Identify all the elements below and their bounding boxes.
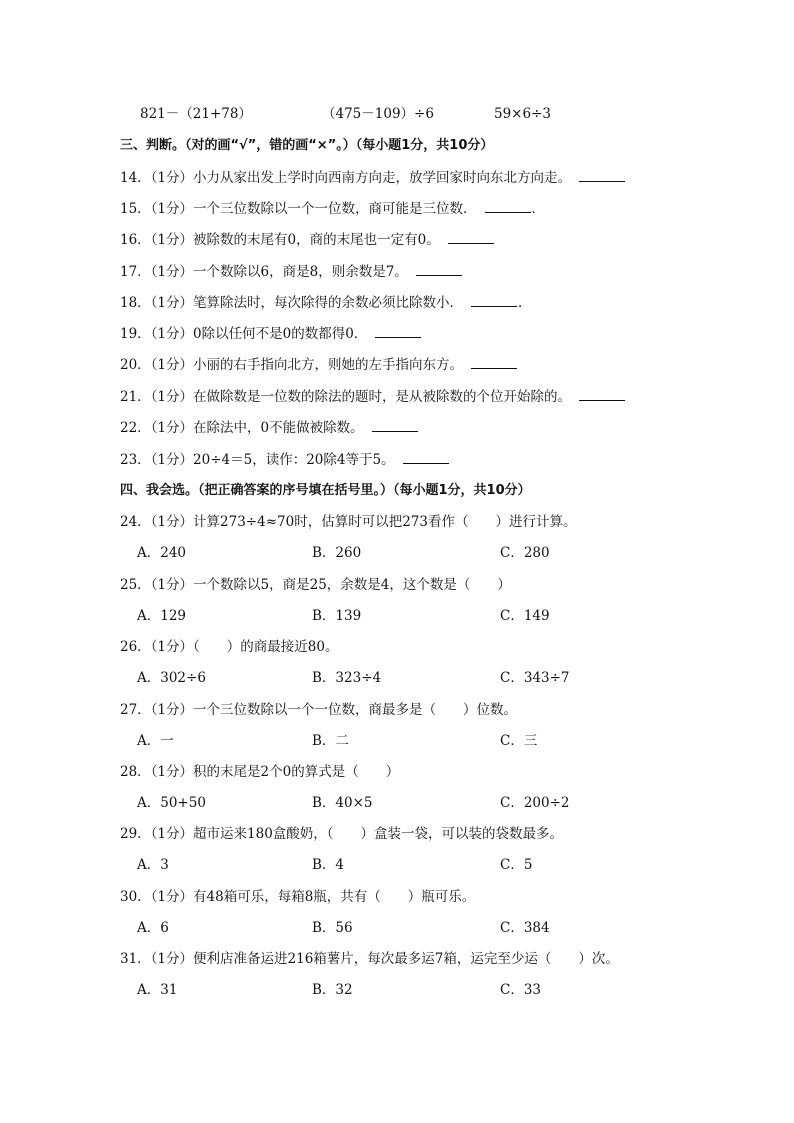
answer-blank[interactable] bbox=[485, 200, 531, 213]
option-c[interactable]: C．200÷2 bbox=[500, 795, 570, 811]
question-text: 笔算除法时，每次除得的余数必须比除数小． bbox=[193, 295, 464, 311]
question-score: （1分） bbox=[150, 514, 194, 530]
option-b[interactable]: B．32 bbox=[312, 982, 353, 998]
answer-blank[interactable] bbox=[448, 231, 494, 244]
option-a[interactable]: A．31 bbox=[137, 982, 178, 998]
question-score: （1分） bbox=[150, 764, 194, 780]
option-c[interactable]: C．384 bbox=[500, 920, 550, 936]
question-text: 小力从家出发上学时向西南方向走，放学回家时向东北方向走。 bbox=[193, 170, 572, 186]
question-21 bbox=[120, 387, 625, 407]
question-number: 30． bbox=[120, 889, 151, 905]
section-4-title: 四、我会选。（把正确答案的序号填在括号里。）（每小题1分，共10分） bbox=[120, 483, 531, 498]
question-text: 一个三位数除以一个一位数，商最多是（ ）位数。 bbox=[193, 702, 518, 718]
question-score: （1分） bbox=[150, 232, 194, 248]
question-number: 15． bbox=[120, 201, 151, 217]
question-15 bbox=[120, 199, 545, 219]
question-score: （1分） bbox=[150, 295, 194, 311]
question-number: 24． bbox=[120, 514, 151, 530]
question-30 bbox=[120, 887, 475, 907]
option-b[interactable]: B．260 bbox=[312, 545, 362, 561]
question-number: 22． bbox=[120, 420, 151, 436]
question-18 bbox=[120, 293, 532, 313]
question-number: 21． bbox=[120, 389, 151, 405]
question-score: （1分） bbox=[150, 201, 194, 217]
option-b[interactable]: B．二 bbox=[312, 733, 349, 749]
question-number: 17． bbox=[120, 264, 151, 280]
question-text: 0除以任何不是0的数都得0． bbox=[193, 326, 368, 342]
question-17 bbox=[120, 262, 462, 282]
question-text: 有48箱可乐，每箱8瓶，共有（ ）瓶可乐。 bbox=[193, 889, 476, 905]
question-text: 便利店准备运进216箱薯片，每次最多运7箱，运完至少运（ ）次。 bbox=[193, 951, 619, 967]
option-a[interactable]: A．129 bbox=[137, 608, 187, 624]
calculation-1: 821－（21+78） bbox=[140, 106, 252, 122]
answer-blank[interactable] bbox=[416, 263, 462, 276]
question-number: 14． bbox=[120, 170, 151, 186]
question-score: （1分） bbox=[150, 889, 194, 905]
question-number: 16． bbox=[120, 232, 151, 248]
question-14 bbox=[120, 168, 625, 188]
question-text: 一个数除以6，商是8，则余数是7。 bbox=[193, 264, 408, 280]
question-22 bbox=[120, 418, 418, 438]
option-c[interactable]: C．33 bbox=[500, 982, 542, 998]
question-text: 积的末尾是2个0的算式是（ ） bbox=[193, 764, 400, 780]
question-text: 在做除数是一位数的除法的题时，是从被除数的个位开始除的。 bbox=[193, 389, 572, 405]
question-score: （1分） bbox=[150, 639, 194, 655]
question-end-mark: ． bbox=[518, 295, 532, 311]
question-23 bbox=[120, 450, 449, 470]
question-19 bbox=[120, 324, 421, 344]
option-a[interactable]: A．6 bbox=[137, 920, 169, 936]
calculation-2: （475－109）÷6 bbox=[322, 106, 434, 122]
question-24 bbox=[120, 512, 576, 532]
question-31 bbox=[120, 949, 619, 969]
question-number: 20． bbox=[120, 357, 151, 373]
question-27 bbox=[120, 700, 517, 720]
question-score: （1分） bbox=[150, 702, 194, 718]
question-number: 18． bbox=[120, 295, 151, 311]
question-score: （1分） bbox=[150, 826, 194, 842]
question-number: 25． bbox=[120, 577, 151, 593]
option-a[interactable]: A．一 bbox=[137, 733, 174, 749]
option-b[interactable]: B．139 bbox=[312, 608, 362, 624]
question-end-mark: ． bbox=[531, 201, 546, 217]
question-text: 一个数除以5，商是25，余数是4，这个数是（ ） bbox=[193, 577, 511, 593]
question-text: 计算273÷4≈70时，估算时可以把273看作（ ）进行计算。 bbox=[193, 514, 577, 530]
option-c[interactable]: C．149 bbox=[500, 608, 550, 624]
question-score: （1分） bbox=[150, 170, 194, 186]
answer-blank[interactable] bbox=[579, 388, 625, 401]
question-score: （1分） bbox=[150, 452, 194, 468]
question-text: 被除数的末尾有0，商的末尾也一定有0。 bbox=[193, 232, 440, 248]
question-number: 29． bbox=[120, 826, 151, 842]
answer-blank[interactable] bbox=[403, 451, 449, 464]
question-score: （1分） bbox=[150, 264, 194, 280]
question-text: （ ）的商最接近80。 bbox=[193, 639, 339, 655]
question-number: 28． bbox=[120, 764, 151, 780]
question-score: （1分） bbox=[150, 326, 194, 342]
question-20 bbox=[120, 355, 517, 375]
option-a[interactable]: A．50+50 bbox=[137, 795, 206, 811]
option-c[interactable]: C．三 bbox=[500, 733, 538, 749]
question-number: 27． bbox=[120, 702, 151, 718]
question-text: 在除法中，0不能做被除数。 bbox=[193, 420, 364, 436]
question-text: 小丽的右手指向北方，则她的左手指向东方。 bbox=[193, 357, 464, 373]
question-score: （1分） bbox=[150, 951, 194, 967]
question-number: 19． bbox=[120, 326, 151, 342]
question-25 bbox=[120, 575, 511, 595]
answer-blank[interactable] bbox=[372, 419, 418, 432]
option-b[interactable]: B．40×5 bbox=[312, 795, 373, 811]
question-score: （1分） bbox=[150, 357, 194, 373]
question-text: 一个三位数除以一个一位数，商可能是三位数． bbox=[193, 201, 477, 217]
question-score: （1分） bbox=[150, 420, 194, 436]
answer-blank[interactable] bbox=[375, 325, 421, 338]
question-number: 31． bbox=[120, 951, 151, 967]
option-a[interactable]: A．3 bbox=[137, 857, 169, 873]
question-number: 26． bbox=[120, 639, 151, 655]
answer-blank[interactable] bbox=[471, 294, 517, 307]
answer-blank[interactable] bbox=[579, 169, 625, 182]
option-c[interactable]: C．343÷7 bbox=[500, 670, 570, 686]
question-29 bbox=[120, 824, 563, 844]
calculation-3: 59×6÷3 bbox=[494, 106, 551, 122]
option-a[interactable]: A．240 bbox=[137, 545, 187, 561]
question-text: 20÷4＝5，读作：20除4等于5。 bbox=[193, 452, 395, 468]
question-26 bbox=[120, 637, 338, 657]
option-b[interactable]: B．56 bbox=[312, 920, 353, 936]
question-number: 23． bbox=[120, 452, 151, 468]
option-c[interactable]: C．5 bbox=[500, 857, 533, 873]
question-16 bbox=[120, 230, 494, 250]
question-score: （1分） bbox=[150, 577, 194, 593]
answer-blank[interactable] bbox=[471, 356, 517, 369]
question-28 bbox=[120, 762, 399, 782]
option-b[interactable]: B．323÷4 bbox=[312, 670, 382, 686]
question-text: 超市运来180盒酸奶，（ ）盒装一袋，可以装的袋数最多。 bbox=[193, 826, 564, 842]
option-a[interactable]: A．302÷6 bbox=[137, 670, 206, 686]
option-b[interactable]: B．4 bbox=[312, 857, 345, 873]
option-c[interactable]: C．280 bbox=[500, 545, 550, 561]
section-3-title: 三、判断。（对的画“√”，错的画“×”。）（每小题1分，共10分） bbox=[120, 138, 494, 153]
question-score: （1分） bbox=[150, 389, 194, 405]
